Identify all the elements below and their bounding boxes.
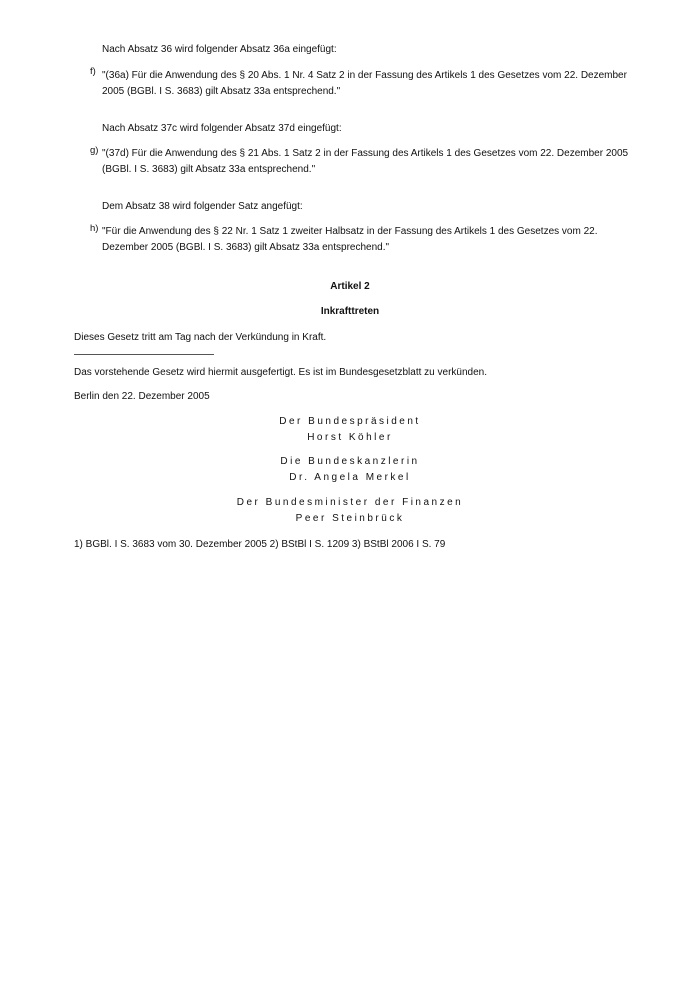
amendment-h-text: "Für die Anwendung des § 22 Nr. 1 Satz 1 zweiter Halbsatz in der Fassung des Artikels 1 des Gesetzes vom 22. Dezember 2005 (BGBl. I S. 3683) gilt Absatz 33a entsprechend." xyxy=(102,226,598,253)
place-date: Berlin den 22. Dezember 2005 xyxy=(74,391,210,402)
signatory-name: Dr. Angela Merkel xyxy=(289,472,411,483)
amendment-g-text: "(37d) Für die Anwendung des § 21 Abs. 1 Satz 2 in der Fassung des Artikels 1 des Gesetzes vom 22. Dezember 2005 (BGBl. I S. 3683) gilt Absatz 33a entsprechend." xyxy=(102,148,629,175)
amendment-h-intro: Dem Absatz 38 wird folgender Satz angefügt: xyxy=(102,201,303,212)
amendment-f-intro: Nach Absatz 36 wird folgender Absatz 36a eingefügt: xyxy=(102,44,337,55)
signatory-office: Die Bundeskanzlerin xyxy=(280,456,420,467)
amendment-h-marker: h) xyxy=(90,223,99,234)
signatory-office: Der Bundespräsident xyxy=(279,416,421,427)
amendment-g-intro: Nach Absatz 37c wird folgender Absatz 37d eingefügt: xyxy=(102,123,342,134)
signatory-block xyxy=(0,414,700,446)
article-number: Artikel 2 xyxy=(330,281,370,292)
signatory-name: Horst Köhler xyxy=(307,432,393,443)
amendment-f-marker: f) xyxy=(90,66,96,77)
amendment-g-marker: g) xyxy=(90,145,99,156)
signatory-name: Peer Steinbrück xyxy=(295,513,405,524)
footnotes: 1) BGBl. I S. 3683 vom 30. Dezember 2005 2) BStBl I S. 1209 3) BStBl 2006 I S. 79 xyxy=(74,539,446,550)
signatory-block xyxy=(0,454,700,486)
signatory-office: Der Bundesminister der Finanzen xyxy=(236,497,464,508)
amendment-f-text: "(36a) Für die Anwendung des § 20 Abs. 1 Nr. 4 Satz 2 in der Fassung des Artikels 1 des Gesetzes vom 22. Dezember 2005 (BGBl. I S. 3683) gilt Absatz 33a entsprechend." xyxy=(102,70,627,97)
separator-line xyxy=(74,354,214,355)
article-body: Dieses Gesetz tritt am Tag nach der Verkündung in Kraft. xyxy=(74,332,327,343)
signatory-block xyxy=(0,495,700,527)
promulgation-text: Das vorstehende Gesetz wird hiermit ausgefertigt. Es ist im Bundesgesetzblatt zu verkünden. xyxy=(74,367,487,378)
article-title: Inkrafttreten xyxy=(320,306,380,317)
